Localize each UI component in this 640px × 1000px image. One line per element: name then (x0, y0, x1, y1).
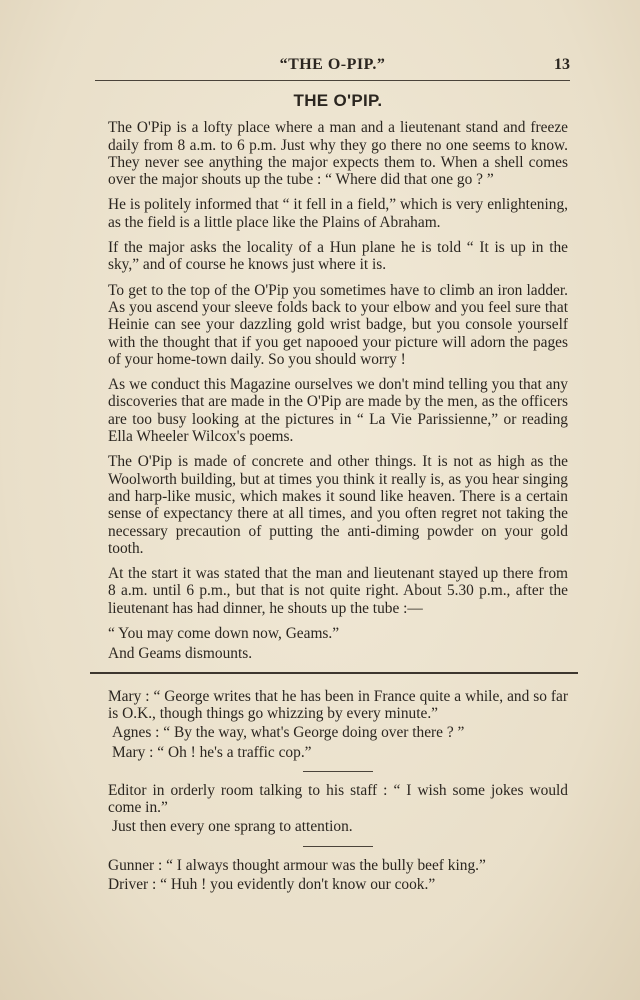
joke-block (108, 688, 568, 761)
running-title: “THE O-PIP.” (279, 56, 386, 73)
joke-block (108, 782, 568, 836)
joke-line: Agnes : “ By the way, what's George doing over there ? ” (112, 724, 465, 742)
joke-line: Editor in orderly room talking to his staff : “ I wish some jokes would come in.” (108, 781, 568, 817)
joke-divider (303, 771, 373, 772)
running-head (95, 56, 570, 80)
page-number: 13 (554, 56, 570, 73)
article-paragraph: To get to the top of the O'Pip you sometimes have to climb an iron ladder. As you ascend your sleeve folds back to your elbow and you feel sure that Heinie can see your dazzling gold wrist badge, but you console yourself with the thought that if you get napooed your picture will adorn the pages of your home-town daily. So you should worry ! (108, 281, 568, 368)
article-title: THE O'PIP. (293, 91, 383, 110)
joke-line: Gunner : “ I always thought armour was the bully beef king.” (108, 856, 486, 874)
article-paragraph: As we conduct this Magazine ourselves we don't mind telling you that any discoveries that are made in the O'Pip are made by the men, as the officers are too busy looking at the pictures in “ La Vie Parissienne,” or reading Ella Wheeler Wilcox's poems. (108, 376, 568, 446)
article-paragraph: The O'Pip is made of concrete and other things. It is not as high as the Woolworth building, but at times you think it really is, as you hear singing and harp-like music, which makes it sound like heaven. There is a certain sense of expectancy there at all times, and you often regret not taking the necessary precaution of putting the anti-diming powder on your gold tooth. (108, 453, 568, 557)
article-paragraph: He is politely informed that “ it fell in a field,” which is very enlightening, as the field is a little place like the Plains of Abraham. (108, 196, 568, 231)
joke-line: Just then every one sprang to attention. (112, 818, 353, 836)
joke-block (108, 857, 568, 894)
article-paragraph: The O'Pip is a lofty place where a man and a lieutenant stand and freeze daily from 8 a.m. to 6 p.m. Just why they go there no one seems to know. They never see anything the major expects them to. When a shell comes over the major shouts up the tube : “ Where did that one go ? ” (108, 119, 568, 189)
article (108, 90, 568, 895)
section-divider (90, 672, 578, 674)
joke-line: Mary : “ Oh ! he's a traffic cop.” (112, 743, 312, 761)
joke-line: Mary : “ George writes that he has been in France quite a while, and so far is O.K., though things go whizzing by every minute.” (108, 687, 568, 722)
header-rule (95, 80, 570, 81)
closing-line: “ You may come down now, Geams.” (108, 625, 340, 643)
article-paragraph: If the major asks the locality of a Hun plane he is told “ It is up in the sky,” and of course he knows just where it is. (108, 239, 568, 274)
article-paragraph: At the start it was stated that the man and lieutenant stayed up there from 8 a.m. until 6 p.m., but that is not quite right. About 5.30 p.m., after the lieutenant has had dinner, he shouts up the tube :— (108, 565, 568, 617)
joke-divider (303, 846, 373, 847)
closing-line: And Geams dismounts. (108, 645, 253, 663)
joke-line: Driver : “ Huh ! you evidently don't know our cook.” (108, 875, 436, 893)
